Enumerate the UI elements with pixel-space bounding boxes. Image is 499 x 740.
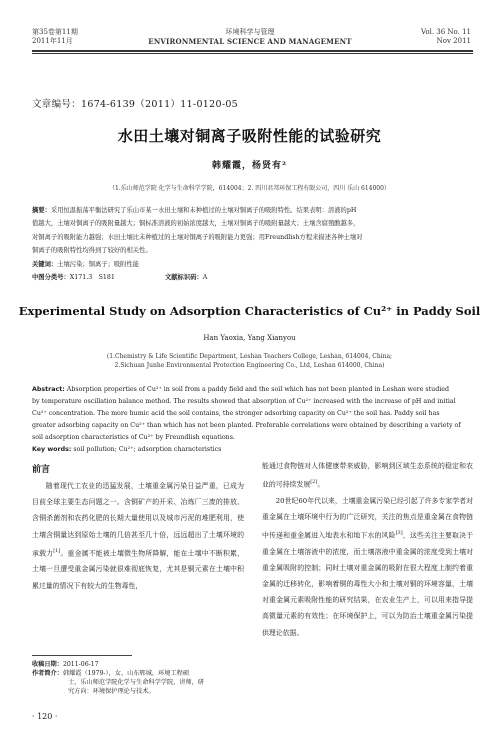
abstract-cn-label: 摘要： (32, 207, 51, 214)
abstract-cn-line: 值越大，土壤对铜离子的吸附量越大；铜标准溶液的初始浓度越大，土壤对铜离子的吸附量越大；土壤含腐殖酸越多， (32, 220, 360, 228)
received-label: 收稿日期： (32, 661, 63, 668)
abstract-cn-text: 采用恒温振荡平衡法研究了乐山市某一水田土壤和未种植过的土壤对铜离子的吸附特性。结果表明：溶液的pH (50, 207, 357, 214)
authors-en: Han Yaoxia, Yang Xianyou (203, 334, 296, 342)
keywords-en-text: soil pollution; Cu²⁺; adsorption characteristics (73, 446, 222, 453)
page-number: · 120 · (32, 712, 58, 721)
header-volume-cn: 第35卷第11期 (32, 28, 78, 36)
author-bio-label: 作者简介： (32, 670, 63, 677)
header-date-cn: 2011年11月 (32, 37, 73, 45)
journal-name-cn: 环境科学与管理 (225, 28, 275, 36)
header-rule-thick (32, 50, 473, 52)
doc-code-value: A (202, 274, 208, 282)
affiliation-en-line: 2.Sichuan Junhe Environmental Protection Engineering Co., Ltd, Leshan 614000, China) (114, 362, 385, 369)
citation: [1] (53, 547, 61, 554)
keywords-en-label: Key words: (32, 446, 72, 453)
abstract-en-line: by temperature oscillation balance method. The results showed that absorption of Cu²⁺ increased with the increase of pH and initial (32, 398, 456, 405)
article-number: 文章编号：1674-6139（2011）11-0120-05 (32, 99, 239, 110)
body-text: 。重金属不能被土壤微生物所降解，能在土壤中不断积累，土壤一旦遭受重金属污染就很难彻底恢复，尤其是铜元素在土壤中积累过量的情况下有较大的生物毒性， (32, 549, 245, 590)
abstract-cn-line: 对铜离子的吸附能力越强；水田土壤比未种植过的土壤对铜离子的吸附能力更强；用Freundlish方程来描述各种土壤对 (32, 233, 363, 241)
body-paragraph (262, 493, 473, 641)
abstract-en (32, 384, 472, 456)
clc-label: 中图分类号： (32, 274, 70, 282)
body-paragraph (262, 458, 473, 493)
body-text: 。 (317, 480, 325, 489)
affiliation-cn: （1.乐山师范学院 化学与生命科学学院，614004；2. 四川君邦环保工程有限公司，四川 乐山 614000） (109, 185, 390, 192)
abstract-cn (32, 204, 472, 284)
header-date-en: Nov 2011 (436, 37, 471, 45)
abstract-en-line (32, 384, 472, 396)
body-text: 20世纪60年代以来，土壤重金属污染已经引起了许多专家学者对重金属在土壤环境中行为的广泛研究，关注的焦点是重金属在食物链中传递和重金属进入地表水和地下水的风险 (262, 496, 473, 540)
journal-name (130, 28, 370, 46)
abstract-cn-line (32, 204, 472, 217)
body-text: 随着现代工农业的迅猛发展，土壤重金属污染日益严重，已成为目前全球主要生态问题之一。含铜矿产的开采、冶炼厂三废的排放、含铜杀菌剂和农药化肥的长期大量使用以及城市污泥的堆肥利用，使土壤含铜量达到原始土壤的几倍甚至几十倍，远远超出了土壤环境的承载力 (32, 482, 244, 558)
abstract-en-label: Abstract: (32, 386, 65, 393)
body-column-right (262, 458, 473, 641)
citation: [2] (310, 479, 318, 486)
authors-cn: 韩耀霞，杨贤有² (212, 161, 287, 171)
footnote (32, 660, 244, 696)
abstract-en-line: Cu²⁺ concentration. The more humic acid the soil contains, the stronger adsorbing capacity on Cu²⁺ the soil has. Paddy soil has (32, 410, 440, 417)
paper-title-en: Experimental Study on Adsorption Characteristics of Cu²⁺ in Paddy Soil (18, 304, 481, 318)
classification-cn (32, 271, 472, 284)
header-rule-thin (32, 53, 473, 54)
clc-value: X171.3 S181 (69, 274, 115, 282)
journal-name-en: ENVIRONMENTAL SCIENCE AND MANAGEMENT (148, 37, 352, 46)
paper-title-cn: 水田土壤对铜离子吸附性能的试验研究 (117, 127, 382, 145)
abstract-en-line: soil adsorption characteristics of Cu²⁺ by Freundlish equations. (32, 434, 235, 441)
abstract-cn-line: 铜离子的吸附特性均得到了较好的相关性。 (32, 247, 152, 255)
abstract-en-line: greater adsorbing capacity on Cu²⁺ than which has not been planted. Preferable correlations were obtained by describing a variety of (32, 422, 461, 429)
keywords-cn-label: 关键词： (32, 260, 58, 268)
author-bio-text: 韩耀霞（1979-），女，山东郓城，环境工程硕 (62, 670, 190, 677)
affiliation-en-line: (1.Chemistry & Life Scientific Department, Leshan Teachers College, Leshan, 614004, China; (106, 353, 393, 360)
section-heading: 前言 (32, 465, 51, 475)
header-volume-en: Vol. 36 No. 11 (420, 28, 471, 36)
body-column-left (32, 478, 244, 594)
footnote-rule (32, 655, 132, 656)
citation: [3] (395, 530, 403, 537)
body-paragraph (32, 478, 244, 594)
body-text: ，这些关注主要取决于重金属在土壤溶液中的浓度，而土壤溶液中重金属的浓度受到土壤对重金属吸附的控制；同时土壤对重金属的吸附在很大程度上制约着重金属的迁移转化，影响着铜的毒性大小和土壤对铜的环境容量，土壤对重金属元素吸附性能的研究结果，在农业生产上，可以用来指导提高微量元素的有效性；在环境保护上，可以为防治土壤重金属污染提供理论依据。 (262, 531, 473, 637)
received-date (32, 660, 244, 669)
body-text: 能通过食物链对人体健康带来威胁，影响到区域生态系统的稳定和农业的可持续发展 (262, 462, 473, 489)
keywords-cn (32, 258, 472, 271)
author-bio-line: 士，乐山师范学院化学与生命科学学院，讲师，研 (68, 679, 205, 686)
header-right (421, 28, 471, 46)
received-value: 2011-06-17 (62, 661, 99, 668)
doc-code-label: 文献标识码： (164, 274, 203, 282)
keywords-cn-text: 土壤污染；铜离子；吸附性能 (57, 260, 140, 268)
author-bio (32, 669, 244, 678)
affiliation-en (0, 352, 499, 370)
abstract-en-text: Absorption properties of Cu²⁺ in soil from a paddy field and the soil which has not been planted in Leshan were studied (66, 386, 450, 393)
author-bio-line: 究方向：环境保护理论与技术。 (68, 688, 155, 695)
header-left (32, 28, 78, 46)
keywords-en (32, 444, 472, 456)
